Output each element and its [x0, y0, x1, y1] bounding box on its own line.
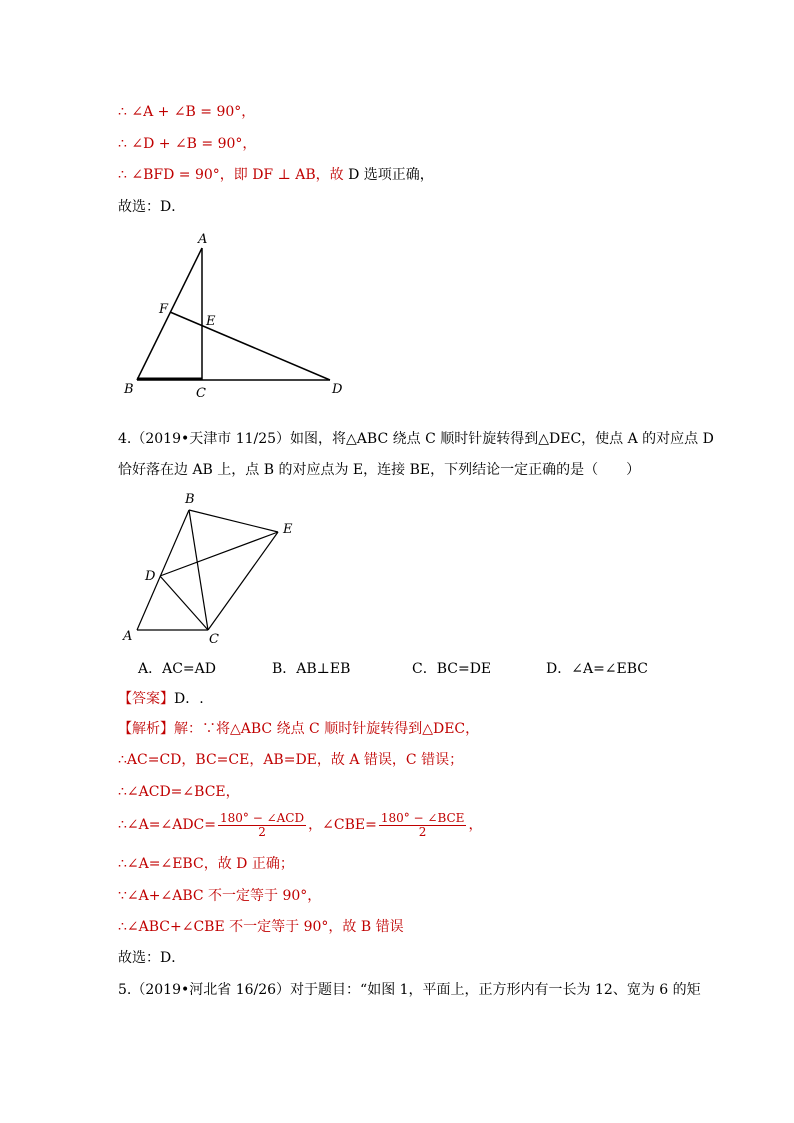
proof-line-3a: ∴ ∠BFD = 90°，即 DF ⊥ AB，故 — [118, 167, 344, 183]
analysis-line-4c: ， — [468, 817, 483, 833]
analysis-line-4a: ∴∠A=∠ADC= — [118, 817, 216, 833]
segment-be — [189, 510, 278, 532]
figure-2-rotation — [115, 488, 315, 648]
segment-ba — [137, 248, 202, 380]
answer-value: D．. — [174, 691, 204, 707]
analysis-tag: 【解析】 — [118, 721, 174, 737]
segment-ec — [208, 532, 278, 630]
label-c: C — [196, 386, 206, 401]
segment-fd — [170, 312, 330, 380]
analysis-line-3: ∴∠ACD=∠BCE， — [118, 784, 240, 800]
proof-conclusion: 故选：D． — [118, 199, 186, 215]
fraction-bce-denominator: 2 — [418, 824, 427, 839]
analysis-line-4b: ，∠CBE= — [308, 817, 377, 833]
label-b: B — [124, 382, 134, 397]
label-f: F — [159, 302, 169, 317]
option-d: D．∠A=∠EBC — [546, 661, 649, 677]
proof-line-3b: D — [348, 167, 360, 183]
fraction-acd — [218, 812, 306, 839]
analysis-line-2: ∴AC=CD，BC=CE，AB=DE，故 A 错误，C 错误； — [118, 752, 464, 768]
label-d: D — [145, 569, 156, 584]
analysis-line-6: ∵∠A+∠ABC 不一定等于 90°， — [118, 888, 322, 904]
proof-line-3c: 选项正确， — [363, 167, 434, 183]
answer-line — [118, 690, 204, 708]
proof-line-1: ∴ ∠A + ∠B = 90°， — [118, 104, 256, 120]
label-d: D — [332, 382, 343, 397]
q4-stem-line-1: 4.（2019•天津市 11/25）如图，将△ABC 绕点 C 顺时针旋转得到△DEC，使点 A 的对应点 D — [118, 431, 714, 447]
analysis-text-1: 解：∵将△ABC 绕点 C 顺时针旋转得到△DEC， — [174, 721, 480, 737]
label-a: A — [123, 629, 133, 644]
option-b: B．AB⊥EB — [272, 661, 351, 677]
proof-line-3 — [118, 166, 434, 184]
analysis-line-7: ∴∠ABC+∠CBE 不一定等于 90°，故 B 错误 — [118, 919, 404, 935]
fraction-bce — [379, 812, 467, 839]
option-c: C．BC=DE — [412, 661, 492, 677]
segment-de — [160, 532, 278, 576]
fraction-bce-numerator: 180° − ∠BCE — [380, 810, 465, 825]
label-c: C — [209, 632, 219, 647]
label-e: E — [206, 314, 216, 329]
fraction-acd-denominator: 2 — [258, 824, 266, 839]
label-a: A — [198, 232, 208, 247]
analysis-line-4 — [118, 808, 482, 842]
label-e: E — [283, 522, 293, 537]
option-a: A．AC=AD — [138, 661, 216, 677]
label-b: B — [185, 492, 195, 507]
analysis-line-1 — [118, 720, 479, 738]
proof-line-2: ∴ ∠D + ∠B = 90°， — [118, 136, 257, 152]
analysis-conclusion: 故选：D． — [118, 950, 186, 966]
figure-1-triangle — [110, 225, 360, 405]
q5-stem-line-1: 5.（2019•河北省 16/26）对于题目：“如图 1，平面上，正方形内有一长为 12、宽为 6 的矩 — [118, 982, 701, 998]
q4-stem-line-2: 恰好落在边 AB 上，点 B 的对应点为 E，连接 BE，下列结论一定正确的是（ ） — [118, 462, 641, 478]
fraction-acd-numerator: 180° − ∠ACD — [220, 810, 305, 825]
analysis-line-5: ∴∠A=∠EBC，故 D 正确； — [118, 856, 294, 872]
answer-tag: 【答案】 — [118, 691, 174, 707]
